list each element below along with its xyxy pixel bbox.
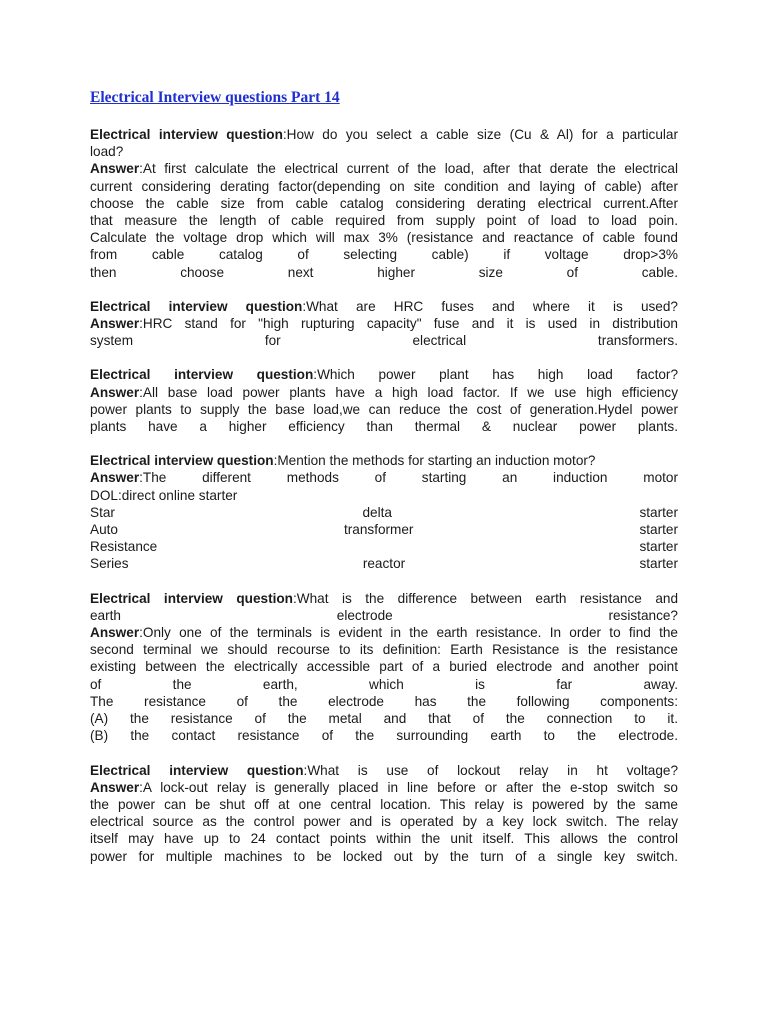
answer-line: The resistance of the electrode has the following components: <box>90 693 678 709</box>
answer-line <box>90 160 678 177</box>
answer-line: the power can be shut off at one central location. This relay is powered by the same <box>90 796 678 812</box>
starter-cell: starter <box>639 522 678 538</box>
answer-label: Answer <box>90 625 140 641</box>
question-label: Electrical interview question <box>90 298 303 314</box>
starter-cell: reactor <box>362 556 406 572</box>
qa-block <box>90 452 678 572</box>
answer-line: power for multiple machines to be locked out by the turn of a single key switch. <box>90 848 678 864</box>
question-text: :What is use of lockout relay in ht voltage? <box>303 762 679 778</box>
answer-line: of the earth, which is far away. <box>90 676 678 692</box>
answer-line: power plants to supply the base load,we can reduce the cost of generation.Hydel power <box>90 401 678 417</box>
starter-cell: Auto <box>90 522 118 538</box>
answer-text: :Only one of the terminals is evident in the earth resistance. In order to find the <box>139 625 678 641</box>
question-line <box>90 590 678 607</box>
question-text: :Mention the methods for starting an induction motor? <box>273 453 596 469</box>
question-line <box>90 452 678 469</box>
qa-block <box>90 590 678 745</box>
answer-line: plants have a higher efficiency than thermal & nuclear power plants. <box>90 419 678 435</box>
starter-row <box>90 538 678 555</box>
answer-label: Answer <box>90 384 140 400</box>
answer-text: :The different methods of starting an induction motor <box>139 470 678 486</box>
document-page <box>90 88 678 882</box>
answer-line: current considering derating factor(depending on site condition and laying of cable) after <box>90 178 678 194</box>
starter-cell: Series <box>90 556 129 572</box>
answer-label: Answer <box>90 316 140 332</box>
answer-line <box>90 624 678 641</box>
qa-block <box>90 366 678 435</box>
answer-text: :At first calculate the electrical current of the load, after that derate the electrical <box>139 161 678 177</box>
question-line <box>90 762 678 779</box>
answer-label: Answer <box>90 470 140 486</box>
starter-cell: delta <box>362 504 392 520</box>
question-text: :How do you select a cable size (Cu & Al) for a particular <box>282 127 678 142</box>
answer-line <box>90 779 678 796</box>
answer-line <box>90 315 678 332</box>
question-label: Electrical interview question <box>90 127 283 142</box>
answer-line: electrical source as the control power and is operated by a key lock switch. The relay <box>90 814 678 830</box>
answer-line: second terminal we should recourse to its definition: Earth Resistance is the resistance <box>90 642 678 658</box>
answer-line: from cable catalog of selecting cable) if voltage drop>3% <box>90 247 678 263</box>
answer-line: choose the cable size from cable catalog considering derating electrical current.After <box>90 195 678 211</box>
starter-cell: starter <box>639 539 678 555</box>
question-line: earth electrode resistance? <box>90 607 678 623</box>
question-text: :What is the difference between earth resistance and <box>292 590 679 606</box>
answer-line: (A) the resistance of the metal and that of the connection to it. <box>90 711 678 727</box>
answer-line: then choose next higher size of cable. <box>90 264 678 280</box>
answer-line: itself may have up to 24 contact points within the unit itself. This allows the control <box>90 831 678 847</box>
starter-cell: Star <box>90 504 115 520</box>
qa-block <box>90 298 678 350</box>
question-line: load? <box>90 144 124 160</box>
question-label: Electrical interview question <box>90 453 274 469</box>
starter-cell: starter <box>639 556 678 572</box>
starter-cell: transformer <box>343 522 414 538</box>
answer-text: :A lock-out relay is generally placed in line before or after the e-stop switch so <box>139 779 678 795</box>
answer-line: existing between the electrically accessible part of a buried electrode and another point <box>90 659 678 675</box>
answer-label: Answer <box>90 161 140 177</box>
page-title[interactable]: Electrical Interview questions Part 14 <box>90 89 340 106</box>
answer-line: (B) the contact resistance of the surrounding earth to the electrode. <box>90 728 678 744</box>
qa-block <box>90 762 678 865</box>
question-line <box>90 298 678 315</box>
answer-line: system for electrical transformers. <box>90 333 678 349</box>
question-label: Electrical interview question <box>90 367 314 383</box>
answer-line: Calculate the voltage drop which will max 3% (resistance and reactance of cable found <box>90 230 678 246</box>
answer-line: that measure the length of cable required from supply point of load to load poin. <box>90 213 678 229</box>
starter-row <box>90 555 678 572</box>
question-line <box>90 366 678 383</box>
qa-block <box>90 126 678 281</box>
answer-line: DOL:direct online starter <box>90 487 238 503</box>
question-text: :What are HRC fuses and where it is used? <box>302 298 678 314</box>
question-text: :Which power plant has high load factor? <box>313 367 679 383</box>
answer-label: Answer <box>90 779 140 795</box>
starter-row <box>90 521 678 538</box>
answer-line <box>90 384 678 401</box>
answer-text: :HRC stand for "high rupturing capacity" fuse and it is used in distribution <box>139 316 678 332</box>
starter-row <box>90 504 678 521</box>
starter-cell: starter <box>639 504 678 520</box>
question-label: Electrical interview question <box>90 590 293 606</box>
question-line <box>90 126 678 143</box>
question-label: Electrical interview question <box>90 762 304 778</box>
answer-line <box>90 469 678 486</box>
answer-text: :All base load power plants have a high load factor. If we use high efficiency <box>139 384 678 400</box>
starter-cell: Resistance <box>90 539 158 555</box>
